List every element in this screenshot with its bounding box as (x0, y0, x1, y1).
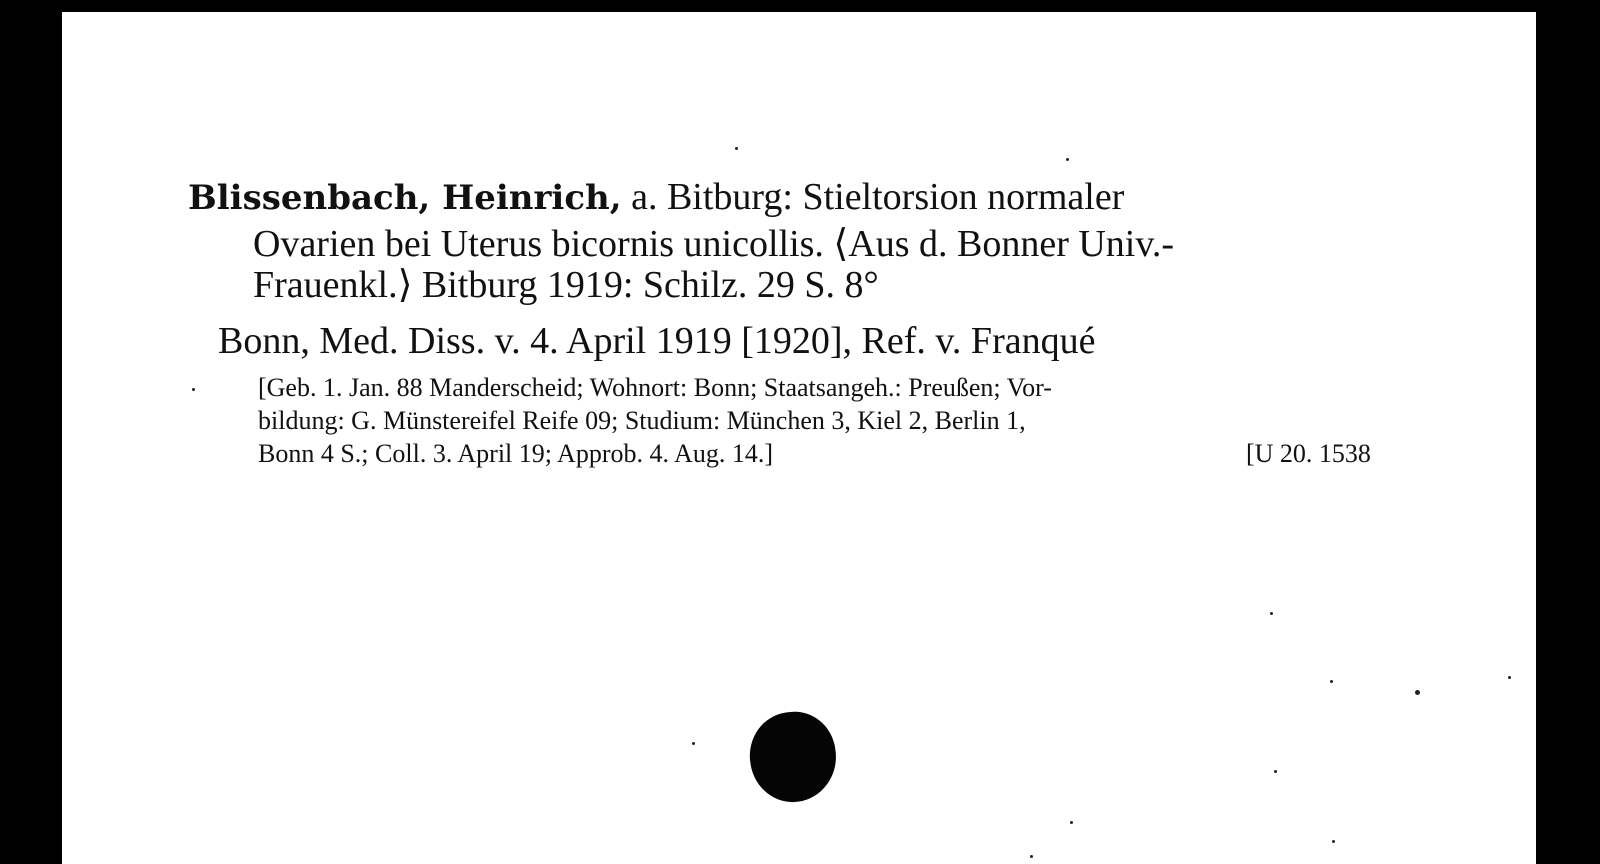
author-name: Blissenbach, Heinrich, (188, 178, 622, 218)
biography-line-2: bildung: G. Münstereifel Reife 09; Studium: München 3, Kiel 2, Berlin 1, (258, 406, 1026, 435)
speck (1330, 680, 1333, 683)
catalog-reference: [U 20. 1538 (1246, 439, 1371, 468)
speck (1270, 612, 1273, 615)
dissertation-line: Bonn, Med. Diss. v. 4. April 1919 [1920], Ref. v. Franqué (218, 320, 1096, 362)
speck (1415, 690, 1420, 695)
entry-line-1 (188, 174, 1124, 221)
speck (1332, 840, 1335, 843)
biography-line-1: [Geb. 1. Jan. 88 Manderscheid; Wohnort: Bonn; Staatsangeh.: Preußen; Vor- (258, 373, 1052, 402)
biography-line-3: Bonn 4 S.; Coll. 3. April 19; Approb. 4. Aug. 14.] (258, 439, 773, 468)
title-part-1: a. Bitburg: Stieltorsion normaler (621, 176, 1125, 218)
speck (1030, 855, 1033, 858)
speck (735, 147, 738, 150)
speck (192, 388, 195, 391)
speck (1274, 770, 1277, 773)
entry-line-3: Frauenkl.⟩ Bitburg 1919: Schilz. 29 S. 8° (253, 264, 879, 306)
speck (1070, 821, 1073, 824)
speck (692, 742, 695, 745)
entry-line-2: Ovarien bei Uterus bicornis unicollis. ⟨Aus d. Bonner Univ.- (253, 223, 1175, 265)
speck (1066, 158, 1069, 161)
speck (1508, 676, 1511, 679)
